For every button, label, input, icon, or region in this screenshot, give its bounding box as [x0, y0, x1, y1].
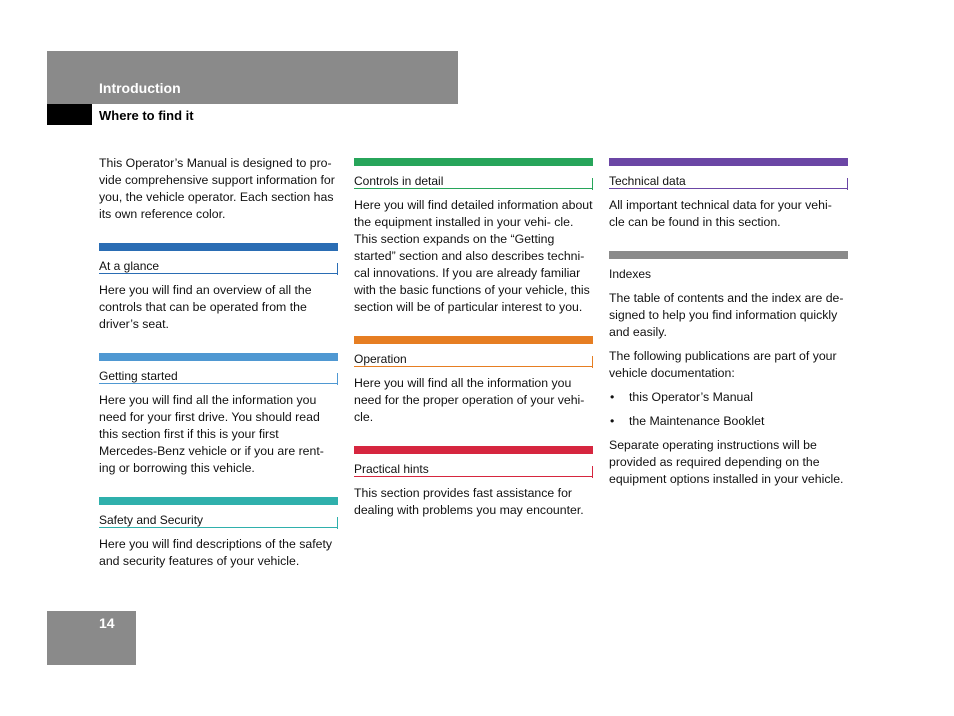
section-color-bar [354, 446, 593, 454]
section-title: Safety and Security [99, 509, 338, 528]
page-number-box [47, 611, 136, 665]
section-technical-data [609, 158, 848, 231]
section-controls-in-detail [354, 158, 593, 316]
section-text: Here you will find all the information you need for the proper operation of your vehi- cle. [354, 376, 585, 424]
section-title: At a glance [99, 255, 338, 274]
section-at-a-glance [99, 243, 338, 333]
section-indexes [609, 251, 848, 488]
section-practical-hints [354, 446, 593, 519]
section-color-bar [354, 336, 593, 344]
section-text-separate: Separate operating instructions will be provided as required depending on the equipment options installed in your vehicle. [609, 438, 844, 486]
section-text: All important technical data for your vehi- cle can be found in this section. [609, 198, 832, 229]
section-title: Indexes [609, 267, 652, 281]
section-title: Getting started [99, 365, 338, 384]
section-subtitle: Where to find it [99, 108, 194, 123]
header-bar [47, 51, 458, 104]
page-number: 14 [99, 615, 115, 631]
publication-list [609, 389, 848, 430]
section-title: Practical hints [354, 458, 593, 477]
intro-text: This Operator’s Manual is designed to pro- vide comprehensive support information for you, the vehicle operator. Each section has its own reference color. [99, 156, 335, 221]
chapter-tab-marker [47, 104, 92, 125]
section-text: The table of contents and the index are de- signed to help you find information quickly and easily. [609, 291, 844, 339]
column-left [99, 155, 338, 577]
section-text: Here you will find all the information you need for your first drive. You should read this section first if this is your first Mercedes-Benz vehicle or if you are rent- ing or borrowing this vehicle. [99, 393, 324, 475]
section-getting-started [99, 353, 338, 477]
section-color-bar [99, 243, 338, 251]
section-operation [354, 336, 593, 426]
section-color-bar [609, 158, 848, 166]
section-title: Operation [354, 348, 593, 367]
section-color-bar [99, 497, 338, 505]
section-text: This section provides fast assistance for dealing with problems you may encounter. [354, 486, 584, 517]
column-middle [354, 158, 593, 526]
section-safety-security [99, 497, 338, 570]
list-item: • this Operator’s Manual [609, 389, 848, 406]
section-text: Here you will find detailed information about the equipment installed in your vehi- cle. This section expands on the “Getting started” section and also describes techni- cal innovations. If you are already familiar with the basic functions of your vehicle, this section will be of particular interest to you. [354, 198, 593, 314]
section-title: Controls in detail [354, 170, 593, 189]
column-right [609, 158, 848, 495]
chapter-title: Introduction [99, 80, 181, 96]
section-color-bar [99, 353, 338, 361]
section-text: Here you will find an overview of all the controls that can be operated from the driver’s seat. [99, 283, 312, 331]
section-text-publications: The following publications are part of your vehicle documentation: [609, 349, 837, 380]
section-text: Here you will find descriptions of the safety and security features of your vehicle. [99, 537, 333, 568]
section-color-bar [609, 251, 848, 259]
list-item: • the Maintenance Booklet [609, 413, 848, 430]
section-color-bar [354, 158, 593, 166]
section-title: Technical data [609, 170, 848, 189]
